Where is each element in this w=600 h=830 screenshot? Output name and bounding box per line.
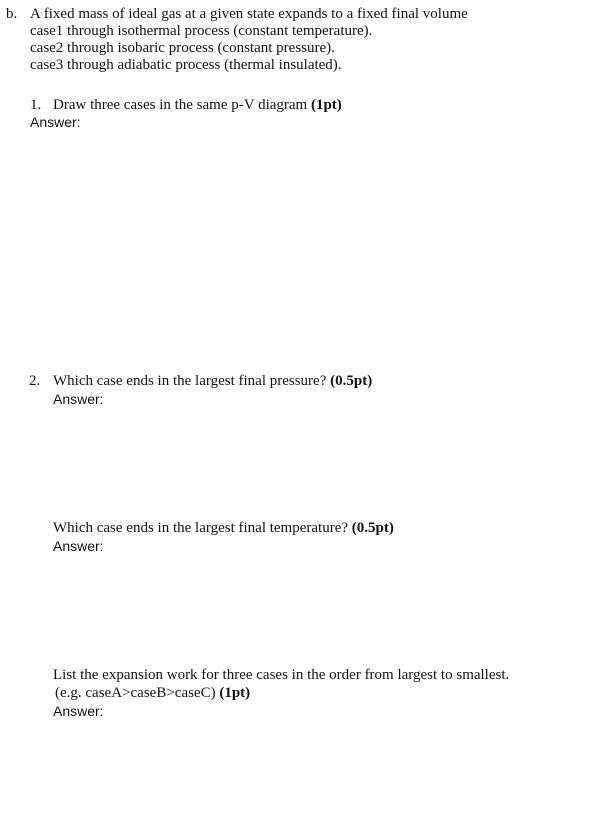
question-3-points: (0.5pt) [351,520,394,536]
question-2-answer-label: Answer: [53,391,104,407]
question-4-text: List the expansion work for three cases in the order from largest to smallest. [53,667,510,683]
question-4-answer-area[interactable] [52,722,572,822]
problem-intro: A fixed mass of ideal gas at a given state expands to a fixed final volume [30,6,468,22]
problem-marker: b. [6,6,18,22]
question-4-example-text: (e.g. caseA>caseB>caseC) [55,685,220,701]
case-2-description: case2 through isobaric process (constant pressure). [30,40,335,56]
question-1-answer-area[interactable] [30,134,550,364]
question-1-number: 1. [30,97,42,113]
question-2 [53,373,372,390]
question-4-answer-label: Answer: [53,703,104,719]
question-3-answer-label: Answer: [53,538,104,554]
question-3 [53,520,394,537]
question-3-answer-area[interactable] [52,557,572,657]
case-3-description: case3 through adiabatic process (thermal insulated). [30,57,342,73]
question-2-answer-area[interactable] [52,410,572,510]
question-1-points: (1pt) [310,97,342,113]
question-3-text: Which case ends in the largest final temperature? [53,520,352,536]
question-4-points: (1pt) [219,685,251,701]
question-1-answer-label: Answer: [30,114,81,130]
case-1-description: case1 through isothermal process (constant temperature). [30,23,373,39]
question-2-points: (0.5pt) [330,373,373,389]
question-4-example [55,685,250,702]
question-1 [53,97,342,114]
question-2-text: Which case ends in the largest final pressure? [53,373,331,389]
question-2-number: 2. [29,373,41,389]
question-1-text: Draw three cases in the same p-V diagram [53,97,311,113]
